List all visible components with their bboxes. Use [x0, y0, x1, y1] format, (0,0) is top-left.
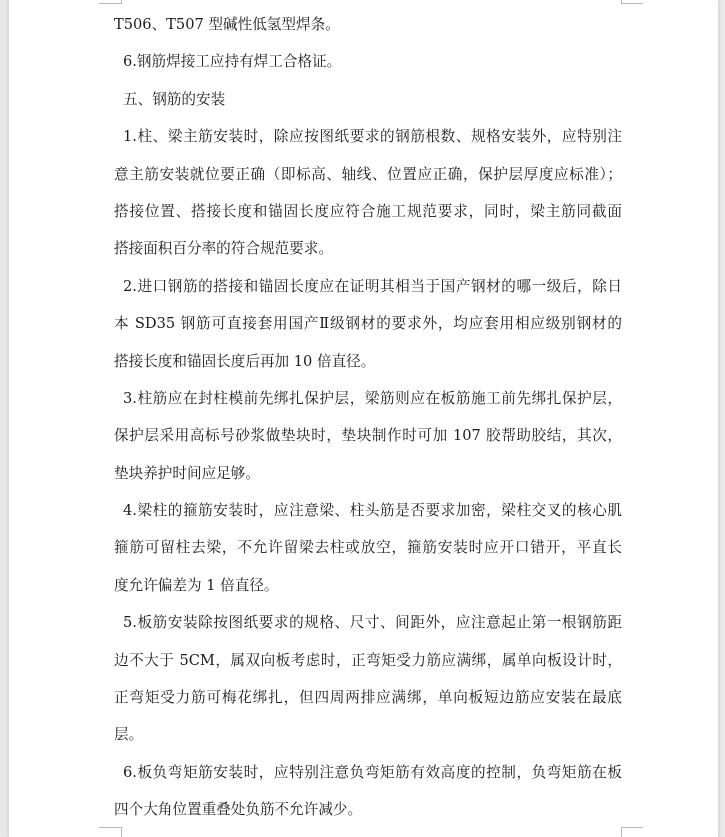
text-line: 6.板负弯矩筋安装时，应特别注意负弯矩筋有效高度的控制，负弯矩筋在板 [123, 763, 622, 781]
text-line: 6.钢筋焊接工应持有焊工合格证。 [123, 53, 342, 71]
text-line: 1.柱、梁主筋安装时，除应按图纸要求的钢筋根数、规格安装外，应特别注 [123, 128, 622, 146]
text-line: 正弯矩受力筋可梅花绑扎，但四周两排应满绑，单向板短边筋应安装在最底 [114, 689, 622, 707]
text-line: 搭接面积百分率的符合规范要求。 [114, 240, 333, 258]
text-line: 层。 [114, 726, 144, 744]
text-line: 5.板筋安装除按图纸要求的规格、尺寸、间距外，应注意起止第一根钢筋距 [123, 614, 622, 632]
text-line: 保护层采用高标号砂浆做垫块时，垫块制作时可加 107 胶帮助胶结，其次， [114, 427, 622, 445]
text-line: 3.柱筋应在封柱模前先绑扎保护层，梁筋则应在板筋施工前先绑扎保护层， [123, 389, 622, 407]
text-line: 搭接位置、搭接长度和锚固长度应符合施工规范要求，同时，梁主筋同截面 [114, 202, 622, 220]
text-line: 搭接长度和锚固长度后再加 10 倍直径。 [114, 352, 376, 370]
text-line: 4.梁柱的箍筋安装时，应注意梁、柱头筋是否要求加密，梁柱交叉的核心肌 [123, 502, 622, 520]
crop-mark-top-right [621, 0, 622, 4]
text-line: 2.进口钢筋的搭接和锚固长度应在证明其相当于国产钢材的哪一级后，除日 [123, 277, 622, 295]
text-line: 本 SD35 钢筋可直接套用国产Ⅱ级钢材的要求外，均应套用相应级别钢材的 [114, 315, 622, 333]
text-line: 度允许偏差为 1 倍直径。 [114, 576, 279, 594]
section-heading: 五、钢筋的安装 [123, 90, 226, 108]
crop-mark-bottom-right [621, 827, 643, 828]
text-line: 边不大于 5CM，属双向板考虑时，正弯矩受力筋应满绑，属单向板设计时， [114, 651, 622, 669]
text-line: 垫块养护时间应足够。 [114, 464, 260, 482]
crop-mark-top-left [121, 0, 122, 4]
text-line: 四个大角位置重叠处负筋不允许减少。 [114, 801, 363, 819]
document-body[interactable] [114, 6, 622, 829]
text-line: 箍筋可留柱去梁，不允许留梁去柱或放空，箍筋安装时应开口错开，平直长 [114, 539, 622, 557]
crop-mark-top-left [99, 3, 121, 4]
crop-mark-top-right [621, 3, 643, 4]
text-line: T506、T507 型碱性低氢型焊条。 [114, 16, 340, 33]
document-page [8, 0, 719, 837]
text-line: 意主筋安装就位要正确（即标高、轴线、位置应正确，保护层厚度应标准）； [114, 165, 622, 183]
